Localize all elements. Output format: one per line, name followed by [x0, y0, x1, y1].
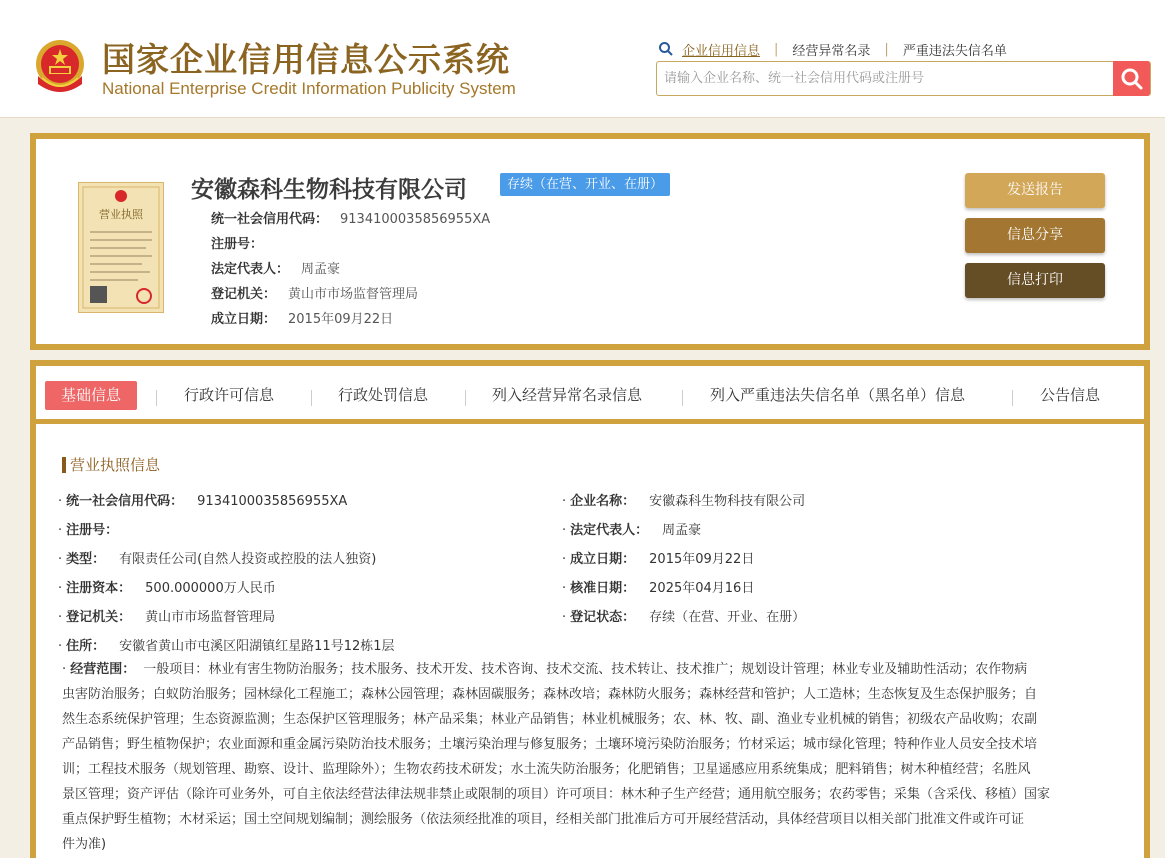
field-credit-code: · 统一社会信用代码： 9134100035856955XA [58, 494, 348, 509]
business-license-image[interactable] [78, 182, 164, 313]
license-caption: 营业执照 [99, 208, 143, 221]
link-enterprise-credit[interactable]: 企业信用信息 [682, 43, 761, 59]
scope-line: 虫害防治服务；白蚁防治服务；园林绿化工程施工；森林公园管理；森林固碳服务；森林改培；森林防火服务；森林经营和管护；人工造林；生态恢复及生态保护服务；自 [62, 687, 1038, 702]
summary-label: 成立日期： [211, 312, 277, 327]
tab-separator [682, 390, 683, 406]
status-badge: 存续（在营、开业、在册） [500, 173, 670, 196]
company-card [30, 133, 1150, 350]
summary-row [211, 257, 490, 282]
field-approval-date: · 核准日期： 2025年04月16日 [562, 581, 755, 596]
tab-separator [156, 390, 157, 406]
tab-admin-penalty[interactable]: 行政处罚信息 [338, 386, 429, 404]
scope-line: 然生态系统保护管理；生态资源监测；生态保护区管理服务；林产品采集；林业产品销售；林业机械服务；农、林、牧、副、渔业专业机械的销售；初级农产品收购；农副 [62, 712, 1038, 727]
tab-bar [36, 366, 1144, 424]
summary-row [211, 207, 490, 232]
summary-label: 法定代表人： [211, 262, 290, 277]
summary-row [211, 232, 490, 257]
summary-row [211, 282, 490, 307]
summary-value: 黄山市市场监督管理局 [288, 287, 419, 302]
site-title: 国家企业信用信息公示系统 [102, 40, 510, 79]
site-header [0, 0, 1165, 118]
field-reg-authority: · 登记机关： 黄山市市场监督管理局 [58, 610, 276, 625]
scope-label: 经营范围： [70, 662, 136, 677]
top-links [658, 39, 1007, 59]
tab-separator [465, 390, 466, 406]
share-info-button[interactable]: 信息分享 [965, 218, 1105, 253]
national-emblem-icon [30, 36, 90, 98]
link-separator: | [774, 41, 779, 57]
search-box [656, 61, 1151, 96]
scope-line: 产品销售；野生植物保护；农业面源和重金属污染防治技术服务；土壤污染治理与修复服务；土壤环境污染防治服务；竹材采运；城市绿化管理；特种作业人员安全技术培 [62, 737, 1038, 752]
tab-admin-license[interactable]: 行政许可信息 [184, 386, 275, 404]
tab-announcements[interactable]: 公告信息 [1040, 386, 1101, 404]
summary-value: 周孟豪 [301, 262, 341, 277]
search-input[interactable] [657, 62, 1113, 95]
field-type: · 类型： 有限责任公司(自然人投资或控股的法人独资) [58, 552, 377, 567]
scope-line: 景区管理；资产评估（除许可业务外，可自主依法经营法律法规非禁止或限制的项目）许可项目：林木种子生产经营；通用航空服务；农药零售；采集（含采伐、移植）国家 [62, 787, 1051, 802]
tab-basic-info[interactable]: 基础信息 [45, 381, 137, 410]
search-icon [658, 41, 674, 57]
field-reg-number: · 注册号： [58, 523, 119, 538]
send-report-button[interactable]: 发送报告 [965, 173, 1105, 208]
detail-panel [30, 360, 1150, 858]
section-title-text: 营业执照信息 [70, 456, 161, 474]
field-reg-capital: · 注册资本： 500.000000万人民币 [58, 581, 276, 596]
field-company-name: · 企业名称： 安徽森科生物科技有限公司 [562, 494, 806, 509]
field-established-date: · 成立日期： 2015年09月22日 [562, 552, 755, 567]
field-reg-status: · 登记状态： 存续（在营、开业、在册） [562, 610, 806, 625]
tab-separator [311, 390, 312, 406]
scope-line: 训；工程技术服务（规划管理、勘察、设计、监理除外）；生物农药技术研发；水土流失防治服务；化肥销售；卫星遥感应用系统集成；肥料销售；树木种植经营；名胜风 [62, 762, 1031, 777]
summary-value: 9134100035856955XA [340, 212, 491, 227]
scope-line: 件为准) [62, 837, 107, 852]
company-name: 安徽森科生物科技有限公司 [191, 177, 467, 203]
summary-row [211, 307, 490, 332]
tab-blacklist[interactable]: 列入严重违法失信名单（黑名单）信息 [710, 386, 966, 404]
link-blacklist[interactable]: 严重违法失信名单 [902, 43, 1007, 59]
search-button[interactable] [1113, 61, 1150, 96]
business-scope [62, 657, 1122, 857]
link-abnormal-list[interactable]: 经营异常名录 [792, 43, 871, 59]
summary-label: 登记机关： [211, 287, 277, 302]
scope-line: · 经营范围： 一般项目：林业有害生物防治服务；技术服务、技术开发、技术咨询、技术交流、技术转让、技术推广；规划设计管理；林业专业及辅助性活动；农作物病 [62, 662, 1028, 677]
company-summary [211, 207, 490, 332]
section-title [62, 454, 160, 475]
tab-separator [1012, 390, 1013, 406]
tab-abnormal-list[interactable]: 列入经营异常名录信息 [492, 386, 643, 404]
summary-label: 统一社会信用代码： [211, 212, 329, 227]
link-separator: | [884, 41, 889, 57]
summary-value: 2015年09月22日 [288, 312, 394, 327]
site-subtitle: National Enterprise Credit Information Publicity System [102, 79, 516, 98]
section-marker [62, 457, 66, 473]
print-info-button[interactable]: 信息打印 [965, 263, 1105, 298]
field-address: · 住所： 安徽省黄山市屯溪区阳湖镇红星路11号12栋1层 [58, 639, 395, 654]
field-legal-rep: · 法定代表人： 周孟豪 [562, 523, 702, 538]
search-icon [1120, 67, 1144, 91]
scope-line: 重点保护野生植物；木材采运；国土空间规划编制；测绘服务（依法须经批准的项目，经相关部门批准后方可开展经营活动，具体经营项目以相关部门批准文件或许可证 [62, 812, 1025, 827]
summary-label: 注册号： [211, 237, 264, 252]
